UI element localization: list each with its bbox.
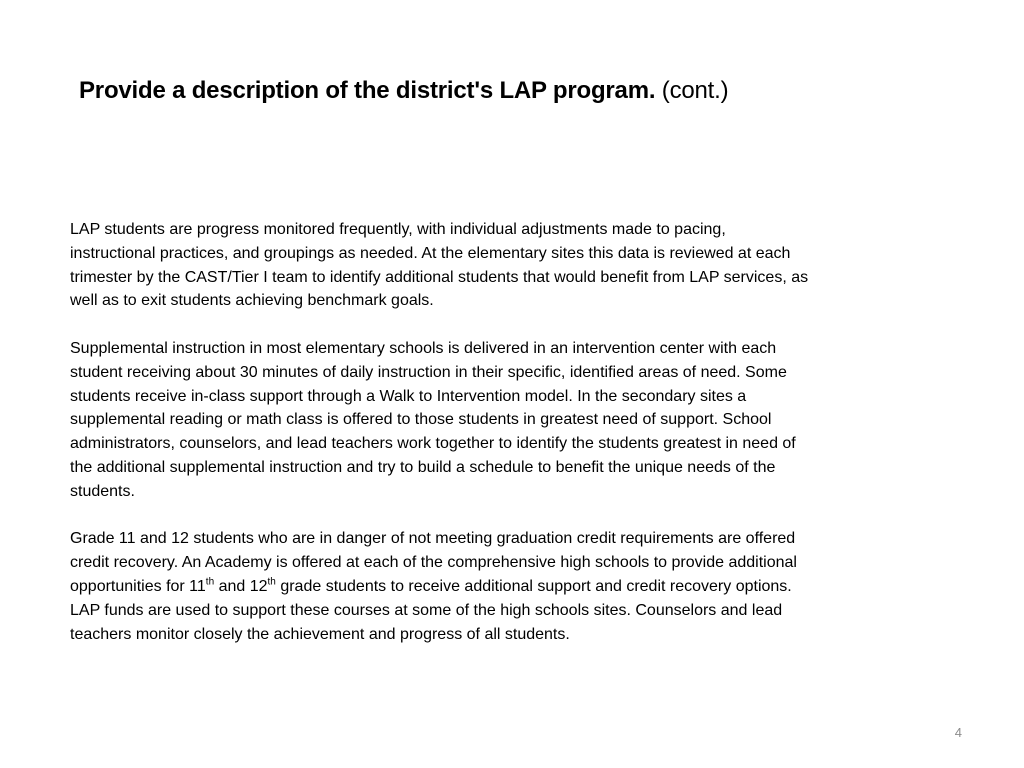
text-line: student receiving about 30 minutes of daily instruction in their specific, identified areas of need. Some <box>70 363 787 381</box>
text-line: LAP funds are used to support these courses at some of the high schools sites. Counselors and lead <box>70 601 783 619</box>
paragraph-progress-monitoring <box>70 218 940 313</box>
superscript: th <box>267 576 276 588</box>
text-line: students. <box>70 482 135 500</box>
text-line-with-superscripts <box>70 575 940 599</box>
paragraph-supplemental-instruction <box>70 337 940 504</box>
text-line: administrators, counselors, and lead teachers work together to identify the students greatest in need of <box>70 435 796 453</box>
text-line: trimester by the CAST/Tier I team to identify additional students that would benefit from LAP services, as <box>70 268 809 286</box>
superscript: th <box>205 576 215 588</box>
text-segment: and 12 <box>214 577 268 595</box>
text-segment: opportunities for 11 <box>70 577 206 595</box>
text-line: students receive in-class support through a Walk to Intervention model. In the secondary sites a <box>70 387 747 405</box>
slide-title-main: Provide a description of the district's LAP program. <box>79 77 656 104</box>
text-segment: grade students to receive additional support and credit recovery options. <box>275 577 792 595</box>
text-line: Grade 11 and 12 students who are in danger of not meeting graduation credit requirements are offered <box>70 530 796 548</box>
slide-body <box>70 218 940 646</box>
text-line: credit recovery. An Academy is offered at each of the comprehensive high schools to provide additional <box>70 554 797 572</box>
text-line: teachers monitor closely the achievement and progress of all students. <box>70 625 570 643</box>
paragraph-credit-recovery <box>70 527 940 646</box>
text-line: LAP students are progress monitored frequently, with individual adjustments made to pacing, <box>70 221 726 238</box>
text-line: Supplemental instruction in most elementary schools is delivered in an intervention center with each <box>70 339 777 357</box>
page-number: 4 <box>954 725 962 740</box>
text-line: instructional practices, and groupings as needed. At the elementary sites this data is reviewed at each <box>70 244 791 262</box>
text-line: the additional supplemental instruction and try to build a schedule to benefit the unique needs of the <box>70 458 776 476</box>
slide-title <box>79 75 728 107</box>
text-line: supplemental reading or math class is offered to those students in greatest need of support. School <box>70 411 772 429</box>
slide-title-suffix: (cont.) <box>661 77 729 104</box>
text-line: well as to exit students achieving benchmark goals. <box>70 292 434 310</box>
